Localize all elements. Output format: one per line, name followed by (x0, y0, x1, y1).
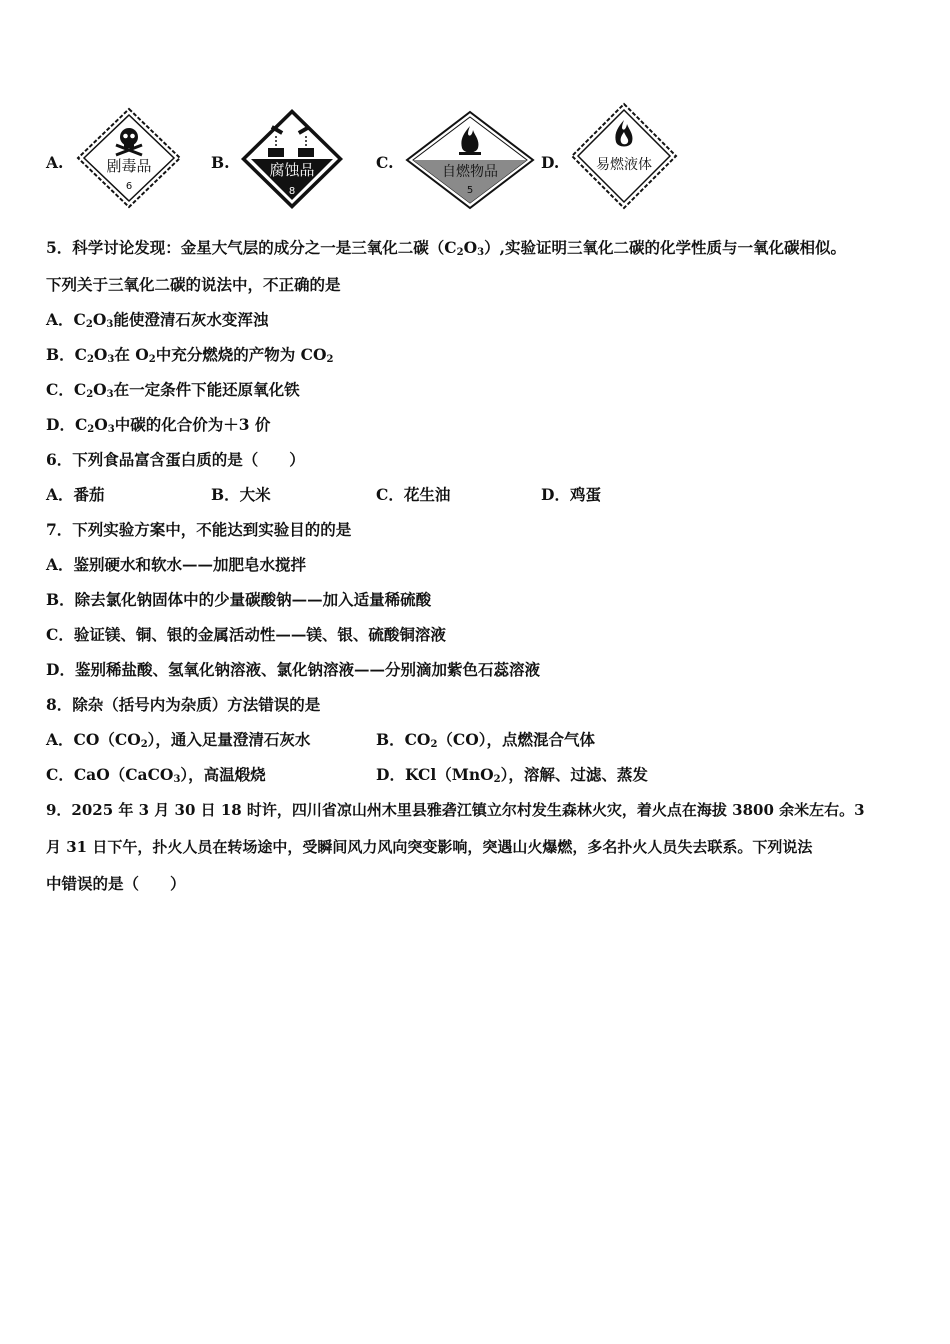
q7-stem: 7．下列实验方案中，不能达到实验目的的是 (46, 520, 352, 539)
q5-option-d: D．$C_2O_3$中碳的化合价为＋3 价 (46, 415, 271, 435)
toxic-sign (76, 107, 182, 209)
sign-text: 腐蚀品 (269, 161, 315, 179)
q7-option-d: D．鉴别稀盐酸、氢氧化钠溶液、氯化钠溶液——分别滴加紫色石蕊溶液 (46, 660, 540, 679)
option-d-label: D. (541, 153, 560, 172)
q7-option-c: C．验证镁、铜、银的金属活动性——镁、银、硫酸铜溶液 (46, 625, 446, 644)
q8-option-b: B．$CO_2(CO)$，点燃混合气体 (376, 730, 596, 750)
q8-option-a: A．$CO(CO_2)$，通入足量澄清石灰水 (46, 730, 311, 750)
q7-option-b: B．除去氯化钠固体中的少量碳酸钠——加入适量稀硫酸 (46, 590, 432, 609)
option-a-label: A. (46, 153, 64, 172)
q9-stem-line1: 9．2025 年 3 月 30 日 18 时许，四川省凉山州木里县雅砻江镇立尔村发生森林火灾，着火点在海拔 3800 余米左右。3 (46, 801, 865, 819)
q5-option-a: A．$C_2O_3$能使澄清石灰水变浑浊 (46, 310, 269, 330)
q6-option-b: B．大米 (211, 485, 271, 504)
q7-option-a: A．鉴别硬水和软水——加肥皂水搅拌 (46, 555, 307, 574)
q5-option-c: C．$C_2O_3$在一定条件下能还原氧化铁 (46, 380, 300, 400)
q5-stem-line2: 下列关于三氧化二碳的说法中，不正确的是 (46, 275, 341, 294)
sign-class-number: 5 (466, 185, 474, 196)
sign-text: 剧毒品 (106, 157, 152, 175)
q8-option-c: C．CaO（CaCO$_3$），高温煅烧 (46, 765, 266, 785)
q6-option-a: A．番茄 (46, 485, 105, 504)
q6-option-c: C．花生油 (376, 485, 451, 504)
q6-option-d: D．鸡蛋 (541, 485, 601, 504)
option-b-label: B. (211, 153, 230, 172)
q9-stem-line2: 月 31 日下午，扑火人员在转场途中，受瞬间风力风向突变影响，突遇山火爆燃，多名扑火人员失去联系。下列说法 (46, 838, 813, 856)
sign-class-number: 6 (125, 181, 133, 192)
q8-stem: 8．除杂（括号内为杂质）方法错误的是 (46, 695, 321, 714)
sign-class-number: 8 (288, 186, 296, 197)
q6-stem: 6．下列食品富含蛋白质的是（ ） (46, 450, 305, 469)
sign-text: 易燃液体 (596, 157, 652, 173)
q9-stem-line3: 中错误的是（ ） (46, 874, 186, 893)
spontaneous-combustion-sign (405, 110, 535, 210)
option-c-label: C. (376, 153, 394, 172)
sign-text: 自燃物品 (442, 164, 498, 180)
flammable-liquid-sign (570, 102, 678, 210)
corrosive-sign (240, 108, 344, 210)
q8-option-d: D．KCl（MnO$_2$），溶解、过滤、蒸发 (376, 765, 648, 785)
q5-option-b: B．$C_2O_3$在 $O_2$中充分燃烧的产物为 $CO_2$ (46, 345, 334, 365)
q5-stem: 5．科学讨论发现：金星大气层的成分之一是三氧化二碳$(C_2O_3)$,实验证明三氧化二碳的化学性质与一氧化碳相似。 (46, 238, 846, 258)
